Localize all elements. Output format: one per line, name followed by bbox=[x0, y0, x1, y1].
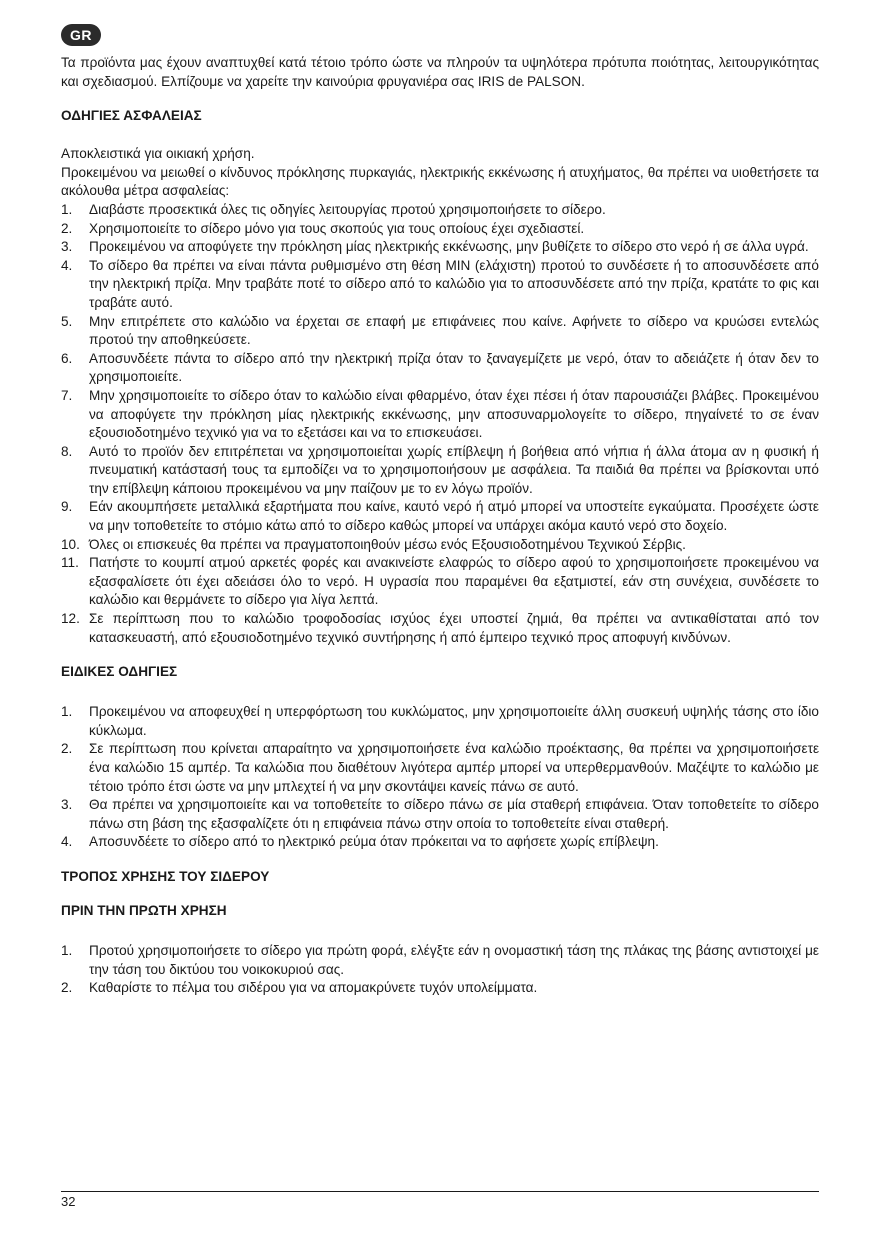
list-item-number: 4. bbox=[61, 257, 73, 273]
list-item bbox=[61, 979, 819, 998]
document-page bbox=[61, 24, 819, 998]
list-item-text: Αυτό το προϊόν δεν επιτρέπεται να χρησιμοποιείται χωρίς επίβλεψη ή βοήθεια από νήπια ή άλλα άτομα αν η φυσική ή πνευματική κατάστασή τους τα εμποδίζει να το χρησιμοποιήσουν με ασφάλεια. Τα παιδιά θα πρέπει να βρίσκονται υπό την επίβλεψη κάποιου προκειμένου να μην παίζουν με το εν λόγω προϊόν. bbox=[89, 443, 819, 496]
list-item-text: Αποσυνδέετε το σίδερο από το ηλεκτρικό ρεύμα όταν πρόκειται να το αφήσετε χωρίς επίβλεψη. bbox=[89, 834, 659, 850]
list-item-text: Μην επιτρέπετε στο καλώδιο να έρχεται σε επαφή με επιφάνειες που καίνε. Αφήνετε το σίδερο να κρυώσει εντελώς προτού την αποθηκεύσετε. bbox=[89, 313, 819, 348]
list-item-number: 2. bbox=[61, 741, 73, 757]
list-item-number: 5. bbox=[61, 313, 73, 329]
safety-paragraph-1: Αποκλειστικά για οικιακή χρήση. bbox=[61, 146, 255, 162]
footer-divider bbox=[61, 1191, 819, 1192]
list-item-number: 8. bbox=[61, 443, 73, 459]
list-item-text: Θα πρέπει να χρησιμοποιείτε και να τοποθετείτε το σίδερο πάνω σε μία σταθερή επιφάνεια. Όταν τοποθετείτε το σίδερο πάνω στη βάση της εξασφαλίζετε ότι η επιφάνεια πάνω στην οποία το τοποθετείτε είναι σταθερή. bbox=[89, 797, 819, 831]
list-item-text: Εάν ακουμπήσετε μεταλλικά εξαρτήματα που καίνε, καυτό νερό ή ατμό μπορεί να υποστείτε εγκαύματα. Προσέχετε ώστε να μην τοποθετείτε το στόμιο κάτω από το σίδερο καθώς μπορεί να υπάρχει ακόμα καυτό νερό στο δοχείο. bbox=[89, 499, 819, 534]
list-item bbox=[61, 387, 819, 443]
list-item bbox=[61, 220, 819, 239]
list-item bbox=[61, 498, 819, 535]
list-item-number: 2. bbox=[61, 980, 73, 996]
list-item-number: 7. bbox=[61, 387, 73, 403]
list-item-number: 1. bbox=[61, 201, 73, 217]
list-item-number: 3. bbox=[61, 239, 73, 255]
special-list bbox=[61, 703, 819, 852]
list-item bbox=[61, 350, 819, 387]
safety-list bbox=[61, 201, 819, 647]
list-item-text: Πατήστε το κουμπί ατμού αρκετές φορές και ανακινείστε ελαφρώς το σίδερο αφού το χρησιμοποιήσετε προκειμένου να εξασφαλίσετε ότι έχει αδειάσει όλο το νερό. Η υγρασία που παραμένει θα εξατμιστεί, εάν στη συνέχεια, συνδέσετε το καλώδιο και θερμάνετε το σίδερο για λίγα λεπτά. bbox=[89, 555, 819, 608]
language-badge: GR bbox=[61, 24, 101, 46]
list-item-text: Σε περίπτωση που κρίνεται απαραίτητο να χρησιμοποιήσετε ένα καλώδιο προέκτασης, θα πρέπει να χρησιμοποιήσετε ένα καλώδιο 15 αμπέρ. Τα καλώδια που διαθέτουν λιγότερα αμπέρ μπορεί να υπερθερμανθούν. Μαζέψτε το καλώδιο με τέτοιο τρόπο έτσι ώστε να μην μπλεχτεί ή να μην σκοντάψει κανείς πάνω σε αυτό. bbox=[89, 741, 819, 794]
list-item-number: 4. bbox=[61, 834, 73, 850]
list-item-number: 12. bbox=[61, 611, 80, 627]
list-item-text: Διαβάστε προσεκτικά όλες τις οδηγίες λειτουργίας προτού χρησιμοποιήσετε το σίδερο. bbox=[89, 201, 606, 217]
usage-list bbox=[61, 942, 819, 998]
list-item-number: 9. bbox=[61, 499, 73, 515]
list-item bbox=[61, 610, 819, 647]
list-item-text: Σε περίπτωση που το καλώδιο τροφοδοσίας ισχύος έχει υποστεί ζημιά, θα πρέπει να αντικαθίσταται από τον κατασκευαστή, από εξουσιοδοτημένο τεχνικό συντήρησης ή από έμπειρο τεχνικό προς αποφυγή κινδύνων. bbox=[89, 611, 819, 645]
usage-title: ΤΡΟΠΟΣ ΧΡΗΣΗΣ ΤΟΥ ΣΙΔΕΡΟΥ bbox=[61, 868, 270, 884]
list-item bbox=[61, 443, 819, 499]
list-item-number: 3. bbox=[61, 797, 73, 813]
list-item bbox=[61, 740, 819, 796]
list-item bbox=[61, 201, 819, 220]
list-item-number: 10. bbox=[61, 536, 80, 552]
list-item-text: Μην χρησιμοποιείτε το σίδερο όταν το καλώδιο είναι φθαρμένο, όταν έχει πέσει ή όταν παρουσιάζει βλάβες. Προκειμένου να αποφύγετε την πρόκληση μίας ηλεκτρικής εκκένωσης, μην αποσυναρμολογείτε το σίδερο, πηγαίνετέ το σε έναν εξουσιοδοτημένο τεχνικό για να το εξετάσει και να το επισκευάσει. bbox=[89, 387, 819, 441]
intro-paragraph: Τα προϊόντα μας έχουν αναπτυχθεί κατά τέτοιο τρόπο ώστε να πληρούν τα υψηλότερα πρότυπα ποιότητας, λειτουργικότητας και σχεδιασμού. Ελπίζουμε να χαρείτε την καινούρια φρυγανιέρα σας IRIS de PALSON. bbox=[61, 55, 819, 89]
list-item-text: Προτού χρησιμοποιήσετε το σίδερο για πρώτη φορά, ελέγξτε εάν η ονομαστική τάση της πλάκας της βάσης αντιστοιχεί με την τάση του δικτύου του νοικοκυριού σας. bbox=[89, 942, 819, 977]
list-item bbox=[61, 257, 819, 313]
list-item-text: Το σίδερο θα πρέπει να είναι πάντα ρυθμισμένο στη θέση MIN (ελάχιστη) προτού το συνδέσετε ή το αποσυνδέσετε από την ηλεκτρική πρίζα. Μην τραβάτε ποτέ το σίδερο από το καλώδιο για το αποσυνδέσετε από την πρίζα, κρατάτε το φις και τραβάτε αυτό. bbox=[89, 257, 819, 310]
list-item bbox=[61, 703, 819, 740]
list-item-number: 6. bbox=[61, 350, 73, 366]
list-item-number: 11. bbox=[61, 555, 79, 571]
safety-title: ΟΔΗΓΙΕΣ ΑΣΦΑΛΕΙΑΣ bbox=[61, 108, 202, 124]
page-number: 32 bbox=[61, 1194, 76, 1209]
usage-subtitle: ΠΡΙΝ ΤΗΝ ΠΡΩΤΗ ΧΡΗΣΗ bbox=[61, 902, 227, 918]
list-item bbox=[61, 313, 819, 350]
list-item bbox=[61, 238, 819, 257]
list-item-text: Προκειμένου να αποφευχθεί η υπερφόρτωση του κυκλώματος, μην χρησιμοποιείτε άλλη συσκευή υψηλής τάσης στο ίδιο κύκλωμα. bbox=[89, 704, 819, 738]
list-item bbox=[61, 796, 819, 833]
special-title: ΕΙΔΙΚΕΣ ΟΔΗΓΙΕΣ bbox=[61, 664, 178, 680]
list-item-text: Καθαρίστε το πέλμα του σιδέρου για να απομακρύνετε τυχόν υπολείμματα. bbox=[89, 980, 538, 996]
safety-paragraph-2: Προκειμένου να μειωθεί ο κίνδυνος πρόκλησης πυρκαγιάς, ηλεκτρικής εκκένωσης ή ατυχήματος, θα πρέπει να υιοθετήσετε τα ακόλουθα μέτρα ασφαλείας: bbox=[61, 164, 819, 199]
list-item bbox=[61, 833, 819, 852]
list-item bbox=[61, 536, 819, 555]
list-item-number: 1. bbox=[61, 704, 73, 720]
list-item-text: Προκειμένου να αποφύγετε την πρόκληση μίας ηλεκτρικής εκκένωσης, μην βυθίζετε το σίδερο στο νερό ή σε άλλα υγρά. bbox=[89, 239, 809, 255]
list-item-number: 1. bbox=[61, 942, 73, 958]
list-item-text: Χρησιμοποιείτε το σίδερο μόνο για τους σκοπούς για τους οποίους έχει σχεδιαστεί. bbox=[89, 220, 585, 236]
list-item bbox=[61, 942, 819, 979]
list-item-number: 2. bbox=[61, 220, 73, 236]
list-item bbox=[61, 554, 819, 610]
list-item-text: Όλες οι επισκευές θα πρέπει να πραγματοποιηθούν μέσω ενός Εξουσιοδοτημένου Τεχνικού Σέρβις. bbox=[89, 536, 686, 552]
list-item-text: Αποσυνδέετε πάντα το σίδερο από την ηλεκτρική πρίζα όταν το ξαναγεμίζετε με νερό, όταν το αδειάζετε ή όταν δεν το χρησιμοποιείτε. bbox=[89, 350, 819, 385]
